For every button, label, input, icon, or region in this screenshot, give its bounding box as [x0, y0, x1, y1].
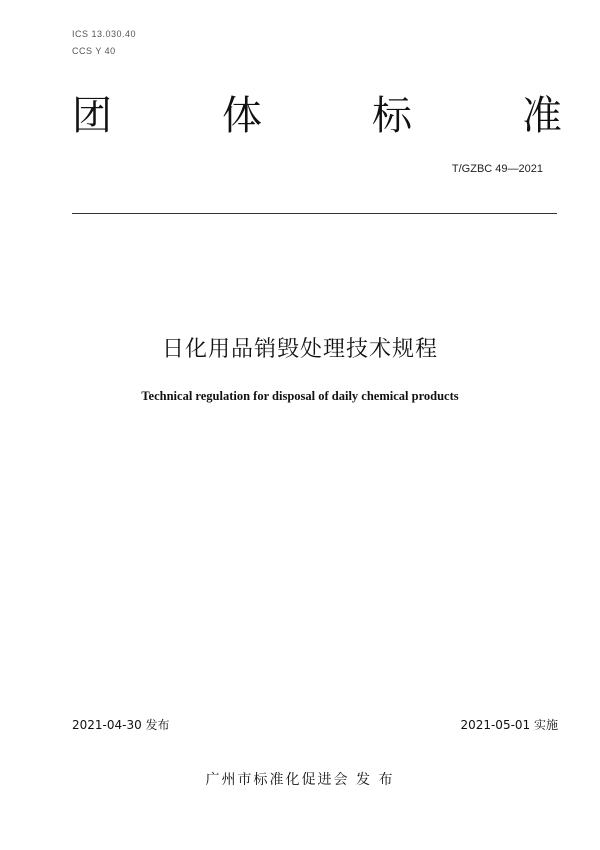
title-english: Technical regulation for disposal of daily chemical products [141, 389, 459, 403]
category-char-1: 团 [72, 93, 112, 139]
ics-code: ICS 13.030.40 [72, 29, 137, 39]
category-char-4: 准 [522, 93, 562, 139]
implementation-date: 2021-05-01 实施 [460, 718, 558, 732]
header-divider [72, 213, 557, 214]
issue-date: 2021-04-30 发布 [72, 718, 170, 732]
category-char-2: 体 [222, 93, 262, 139]
category-char-3: 标 [372, 93, 412, 139]
title-chinese: 日化用品销毁处理技术规程 [161, 337, 438, 362]
ccs-code: CCS Y 40 [72, 46, 116, 56]
publisher: 广州市标准化促进会 发 布 [205, 772, 395, 788]
standard-number: T/GZBC 49—2021 [451, 163, 543, 175]
